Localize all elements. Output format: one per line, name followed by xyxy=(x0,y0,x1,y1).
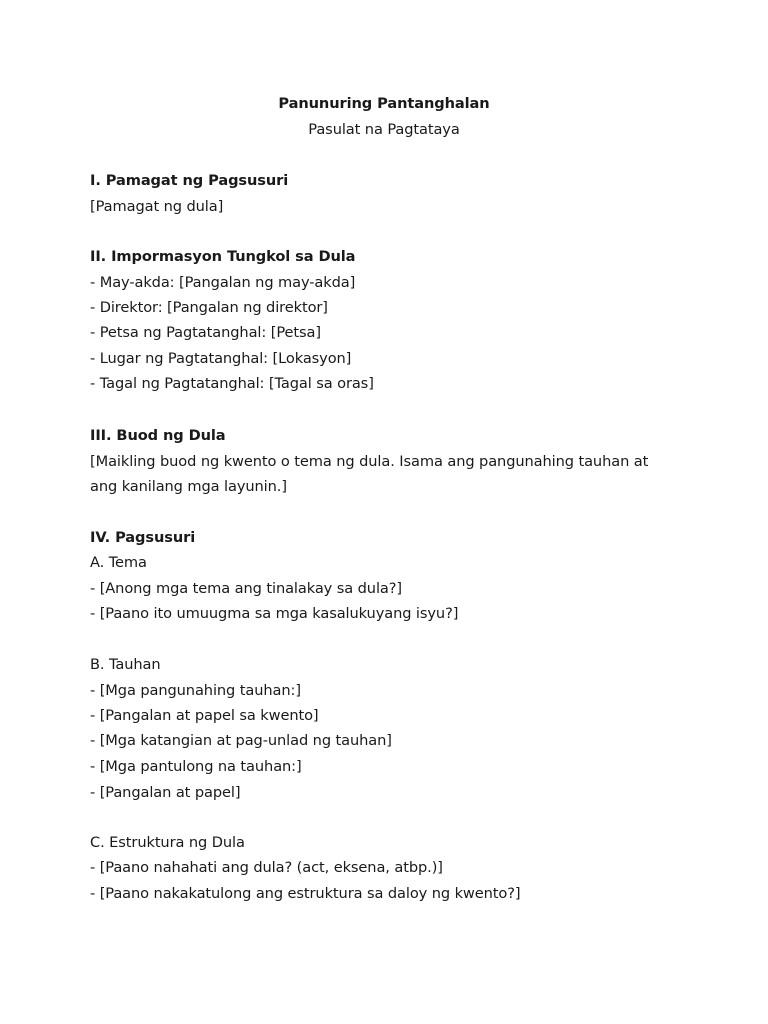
body-line: [Maikling buod ng kwento o tema ng dula. Isama ang pangunahing tauhan at xyxy=(90,453,649,470)
section-heading-pamagat: I. Pamagat ng Pagsusuri xyxy=(90,172,289,189)
body-line: - Lugar ng Pagtatanghal: [Lokasyon] xyxy=(90,350,352,367)
body-line: - [Mga katangian at pag-unlad ng tauhan] xyxy=(90,732,392,749)
body-line: - [Mga pantulong na tauhan:] xyxy=(90,758,302,775)
body-line: - May-akda: [Pangalan ng may-akda] xyxy=(90,274,356,291)
body-line: - [Paano nahahati ang dula? (act, eksena, atbp.)] xyxy=(90,859,443,876)
subsection-heading-estruktura: C. Estruktura ng Dula xyxy=(90,834,245,851)
section-heading-impormasyon: II. Impormasyon Tungkol sa Dula xyxy=(90,248,356,265)
body-line: - [Paano ito umuugma sa mga kasalukuyang isyu?] xyxy=(90,605,459,622)
body-line: - [Paano nakakatulong ang estruktura sa daloy ng kwento?] xyxy=(90,885,521,902)
subsection-heading-tema: A. Tema xyxy=(90,554,147,571)
body-line: - [Mga pangunahing tauhan:] xyxy=(90,682,301,699)
body-line: - Direktor: [Pangalan ng direktor] xyxy=(90,299,328,316)
body-line: - Tagal ng Pagtatanghal: [Tagal sa oras] xyxy=(90,375,374,392)
body-line: - [Anong mga tema ang tinalakay sa dula?] xyxy=(90,580,402,597)
subsection-heading-tauhan: B. Tauhan xyxy=(90,656,161,673)
body-line: - [Pangalan at papel sa kwento] xyxy=(90,707,319,724)
document-title: Panunuring Pantanghalan xyxy=(278,95,490,112)
body-line: ang kanilang mga layunin.] xyxy=(90,478,287,495)
document-subtitle: Pasulat na Pagtataya xyxy=(308,121,460,138)
body-line: [Pamagat ng dula] xyxy=(90,198,224,215)
section-heading-buod: III. Buod ng Dula xyxy=(90,427,226,444)
section-heading-pagsusuri: IV. Pagsusuri xyxy=(90,529,196,546)
body-line: - Petsa ng Pagtatanghal: [Petsa] xyxy=(90,324,321,341)
body-line: - [Pangalan at papel] xyxy=(90,784,241,801)
